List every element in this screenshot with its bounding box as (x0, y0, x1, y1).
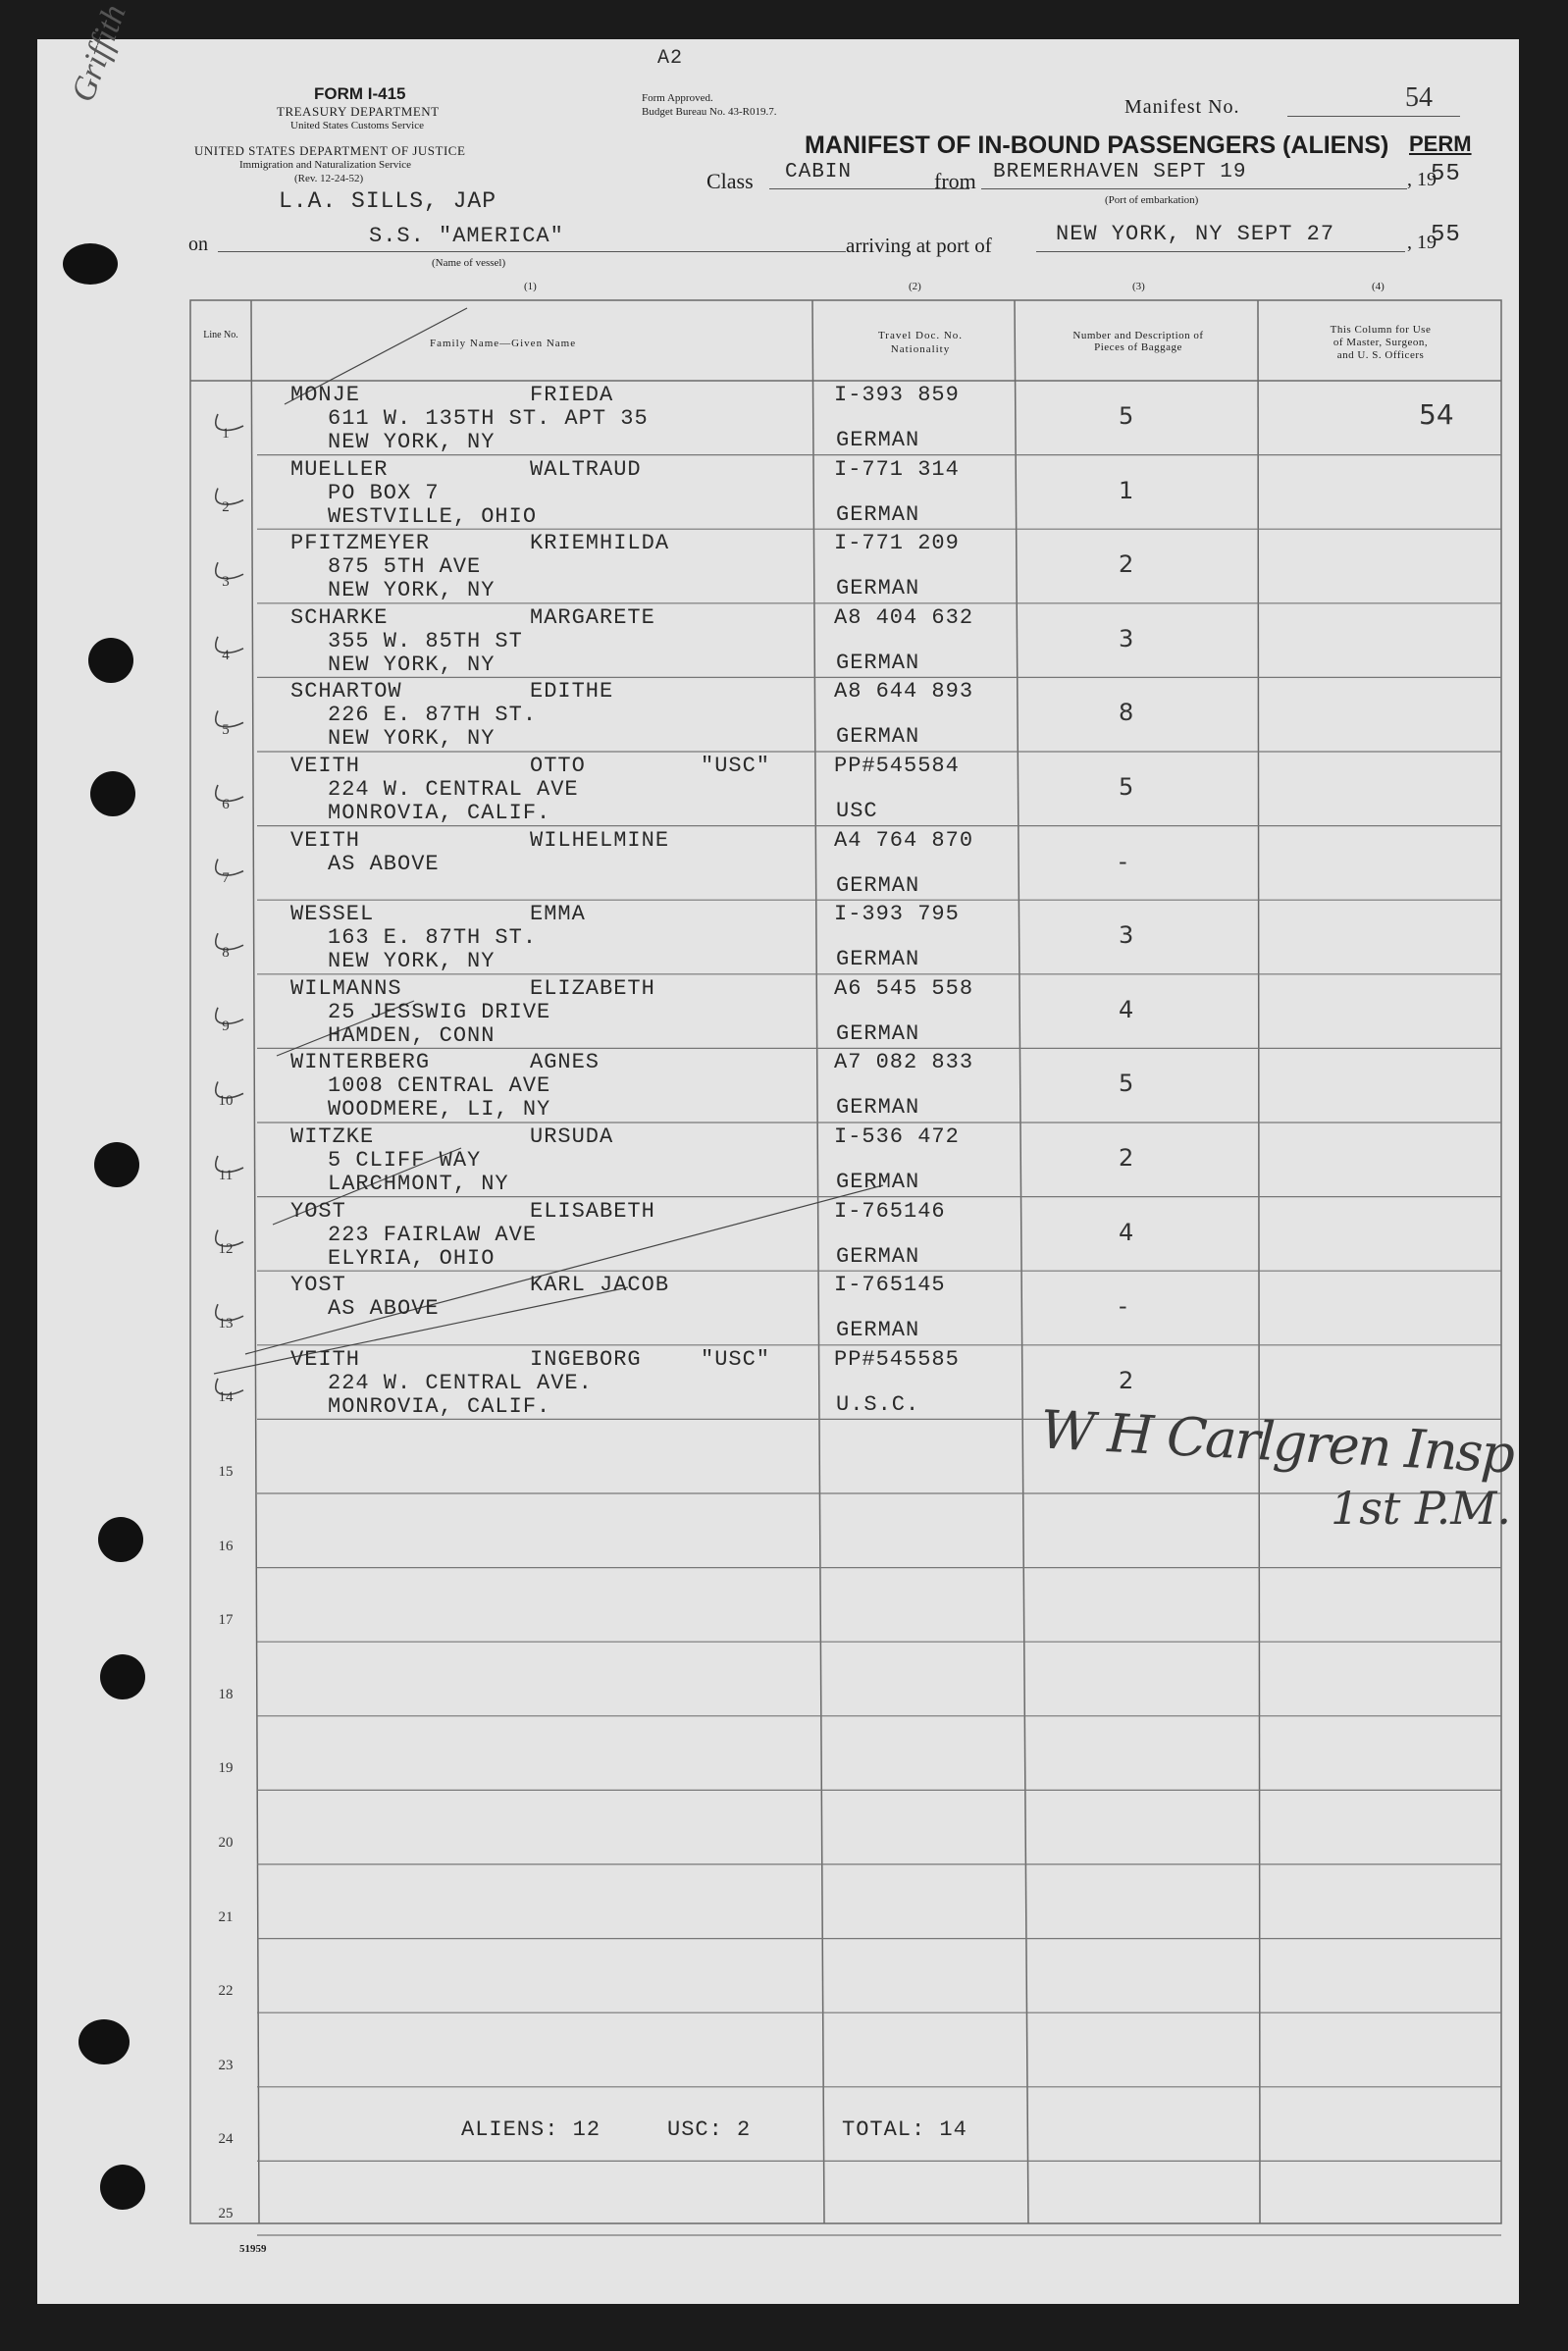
nationality: GERMAN (836, 1095, 920, 1121)
passenger-family-name: MONJE (290, 383, 361, 407)
line-number: 3 (222, 573, 230, 590)
travel-doc-number: I-771 314 (834, 456, 960, 482)
sheet-tag: A2 (657, 47, 684, 70)
passenger-address-1: 355 W. 85TH ST (328, 628, 523, 653)
passenger-family-name: VEITH (290, 827, 361, 853)
year-prefix: , 19 (1407, 169, 1437, 190)
travel-doc-number: I-765146 (834, 1198, 946, 1224)
line-number: 7 (222, 870, 230, 887)
passenger-given-name: WALTRAUD (530, 456, 642, 482)
baggage-count: 3 (1119, 624, 1134, 653)
agent-name: L.A. SILLS, JAP (279, 188, 497, 214)
passenger-given-name: ELIZABETH (530, 975, 655, 1001)
usc-note: "USC" (701, 754, 771, 778)
treasury-dept: TREASURY DEPARTMENT (277, 104, 440, 119)
passenger-address-2: NEW YORK, NY (328, 949, 496, 974)
line-number: 2 (222, 499, 230, 516)
line-number: 18 (218, 1686, 234, 1702)
passenger-address-1: 224 W. CENTRAL AVE (328, 777, 579, 802)
line-number: 1 (222, 425, 230, 442)
form-approved: Form Approved. (642, 92, 713, 104)
vessel-caption: (Name of vessel) (432, 257, 506, 269)
passenger-address-1: 163 E. 87TH ST. (328, 925, 538, 951)
header-officers-3: and U. S. Officers (1336, 349, 1425, 361)
passenger-address-2: WESTVILLE, OHIO (328, 503, 538, 529)
travel-doc-number: I-393 795 (834, 902, 960, 927)
travel-doc-number: A7 082 833 (834, 1050, 974, 1075)
travel-doc-number: I-765145 (834, 1273, 946, 1298)
passenger-address-1: 1008 CENTRAL AVE (328, 1073, 551, 1099)
travel-doc-number: I-536 472 (834, 1124, 960, 1149)
col-number-3: (3) (1132, 281, 1145, 292)
passenger-given-name: WILHELMINE (530, 827, 670, 853)
passenger-address-1: AS ABOVE (328, 1296, 440, 1322)
passenger-address-1: 875 5TH AVE (328, 554, 482, 580)
year-embark: 55 (1431, 161, 1461, 187)
col-number-4: (4) (1372, 281, 1385, 292)
line-number: 5 (222, 722, 230, 738)
col-number-1: (1) (524, 281, 537, 292)
nationality: GERMAN (836, 650, 920, 675)
from-label: from (934, 169, 976, 193)
line-number: 13 (218, 1315, 234, 1332)
passenger-family-name: YOST (290, 1273, 346, 1298)
baggage-count: 2 (1119, 1144, 1134, 1172)
baggage-count: 3 (1119, 921, 1134, 950)
arriving-label: arriving at port of (846, 234, 992, 257)
line-number: 20 (218, 1835, 234, 1851)
baggage-count: 8 (1119, 699, 1134, 727)
passenger-given-name: ELISABETH (530, 1198, 655, 1224)
total-aliens: ALIENS: 12 (461, 2117, 601, 2142)
nationality: U.S.C. (836, 1391, 920, 1417)
passenger-address-1: 226 E. 87TH ST. (328, 703, 538, 728)
header-line-no: Line No. (203, 330, 238, 340)
nationality: GERMAN (836, 428, 920, 452)
total-all: TOTAL: 14 (842, 2117, 967, 2142)
passenger-given-name: KARL JACOB (530, 1273, 670, 1298)
passenger-address-2: NEW YORK, NY (328, 652, 496, 677)
passenger-address-1: PO BOX 7 (328, 480, 440, 505)
passenger-address-2: WOODMERE, LI, NY (328, 1097, 551, 1123)
baggage-count: 5 (1119, 773, 1134, 801)
line-number: 24 (218, 2131, 234, 2148)
travel-doc-number: PP#545584 (834, 754, 960, 778)
year-arrival: 55 (1431, 222, 1461, 248)
line-number: 19 (218, 1760, 234, 1777)
footer-code: 51959 (239, 2243, 267, 2255)
baggage-count: - (1119, 1292, 1127, 1321)
inspector-signature: W H Carlgren Insp (1038, 1398, 1515, 1486)
perm-mark: PERM (1409, 131, 1472, 156)
nationality: GERMAN (836, 724, 920, 750)
nationality: GERMAN (836, 1243, 920, 1269)
header-officers: This Column for Use (1330, 324, 1432, 336)
travel-doc-number: A4 764 870 (834, 827, 974, 853)
manifest-number: 54 (1405, 82, 1433, 113)
baggage-count: 4 (1119, 995, 1134, 1023)
total-usc: USC: 2 (667, 2117, 752, 2142)
passenger-address-1: AS ABOVE (328, 851, 440, 876)
passenger-address-2: NEW YORK, NY (328, 578, 496, 603)
embarkation: BREMERHAVEN SEPT 19 (993, 161, 1247, 183)
passenger-family-name: WILMANNS (290, 975, 402, 1001)
passenger-address-2: NEW YORK, NY (328, 430, 496, 454)
passenger-address-1: 25 JESSWIG DRIVE (328, 999, 551, 1024)
line-number: 4 (222, 648, 230, 664)
passenger-family-name: PFITZMEYER (290, 531, 431, 556)
vessel-name: S.S. "AMERICA" (369, 224, 564, 248)
baggage-count: 2 (1119, 550, 1134, 579)
baggage-count: 2 (1119, 1366, 1134, 1394)
passenger-given-name: KRIEMHILDA (530, 531, 670, 556)
line-number: 21 (218, 1908, 234, 1925)
usc-note: "USC" (701, 1346, 771, 1372)
budget-number: Budget Bureau No. 43-R019.7. (642, 106, 777, 118)
header-doc: Travel Doc. No. (877, 330, 964, 341)
year-prefix: , 19 (1407, 232, 1437, 253)
passenger-given-name: INGEBORG (530, 1346, 642, 1372)
header-name: Family Name—Given Name (430, 338, 577, 349)
form-number: FORM I-415 (314, 84, 406, 103)
line-number: 14 (218, 1389, 234, 1406)
baggage-count: 5 (1119, 1070, 1134, 1098)
officer-note: 54 (1419, 398, 1454, 431)
line-number: 17 (218, 1612, 234, 1629)
travel-doc-number: PP#545585 (834, 1346, 960, 1372)
line-number: 11 (218, 1167, 234, 1183)
line-number: 22 (218, 1983, 234, 2000)
baggage-count: - (1119, 847, 1127, 875)
line-number: 6 (222, 796, 230, 812)
margin-note: Griffith (65, 0, 133, 107)
passenger-address-2: ELYRIA, OHIO (328, 1245, 496, 1271)
col-number-2: (2) (909, 281, 921, 292)
nationality: GERMAN (836, 501, 920, 527)
justice-dept: UNITED STATES DEPARTMENT OF JUSTICE (194, 143, 466, 158)
form-title: MANIFEST OF IN-BOUND PASSENGERS (ALIENS) (805, 131, 1389, 159)
travel-doc-number: A8 644 893 (834, 679, 974, 705)
travel-doc-number: A8 404 632 (834, 604, 974, 630)
customs-service: United States Customs Service (290, 120, 424, 131)
passenger-family-name: WESSEL (290, 902, 375, 927)
nationality: USC (836, 799, 878, 823)
nationality: GERMAN (836, 947, 920, 972)
passenger-given-name: URSUDA (530, 1124, 614, 1149)
passenger-address-1: 224 W. CENTRAL AVE. (328, 1370, 593, 1395)
passenger-address-2: MONROVIA, CALIF. (328, 1393, 551, 1419)
line-number: 12 (218, 1241, 234, 1258)
passenger-given-name: AGNES (530, 1050, 601, 1075)
passenger-address-1: 611 W. 135TH ST. APT 35 (328, 406, 649, 431)
revision: (Rev. 12-24-52) (294, 173, 364, 184)
passenger-address-2: HAMDEN, CONN (328, 1022, 496, 1048)
line-number: 25 (218, 2206, 234, 2221)
passenger-address-1: 223 FAIRLAW AVE (328, 1222, 538, 1247)
travel-doc-number: A6 545 558 (834, 975, 974, 1001)
passenger-given-name: FRIEDA (530, 383, 614, 407)
nationality: GERMAN (836, 1170, 920, 1194)
line-number: 8 (222, 944, 230, 961)
class-value: CABIN (785, 161, 853, 183)
travel-doc-number: I-771 209 (834, 531, 960, 556)
passenger-address-2: MONROVIA, CALIF. (328, 801, 551, 825)
port-caption: (Port of embarkation) (1105, 194, 1199, 206)
line-number: 16 (218, 1538, 234, 1554)
passenger-family-name: VEITH (290, 1346, 361, 1372)
line-number: 23 (218, 2057, 234, 2073)
header-officers-2: of Master, Surgeon, (1333, 337, 1429, 348)
passenger-family-name: WITZKE (290, 1124, 375, 1149)
nationality: GERMAN (836, 872, 920, 898)
header-nationality: Nationality (890, 343, 951, 355)
passenger-family-name: VEITH (290, 754, 361, 778)
passenger-family-name: WINTERBERG (290, 1050, 431, 1075)
baggage-count: 4 (1119, 1218, 1134, 1246)
passenger-given-name: EMMA (530, 902, 586, 927)
manifest-label: Manifest No. (1124, 96, 1240, 118)
passenger-given-name: EDITHE (530, 679, 614, 705)
on-label: on (188, 234, 208, 255)
nationality: GERMAN (836, 1318, 920, 1343)
header-baggage-2: Pieces of Baggage (1094, 341, 1182, 353)
passenger-family-name: YOST (290, 1198, 346, 1224)
signature-note: 1st P.M. (1331, 1482, 1511, 1535)
nationality: GERMAN (836, 576, 920, 601)
passenger-given-name: MARGARETE (530, 604, 655, 630)
nationality: GERMAN (836, 1020, 920, 1046)
travel-doc-number: I-393 859 (834, 383, 960, 407)
arrival-port: NEW YORK, NY SEPT 27 (1056, 222, 1335, 246)
ins-service: Immigration and Naturalization Service (239, 159, 412, 171)
passenger-family-name: SCHARTOW (290, 679, 402, 705)
class-label: Class (706, 169, 754, 193)
passenger-family-name: MUELLER (290, 456, 389, 482)
line-number: 15 (218, 1464, 234, 1480)
passenger-address-1: 5 CLIFF WAY (328, 1148, 482, 1173)
passenger-given-name: OTTO (530, 754, 586, 778)
passenger-address-2: LARCHMONT, NY (328, 1172, 509, 1196)
passenger-family-name: SCHARKE (290, 604, 389, 630)
line-number: 10 (218, 1093, 234, 1109)
baggage-count: 5 (1119, 402, 1134, 430)
header-baggage: Number and Description of (1072, 330, 1204, 341)
line-number: 9 (222, 1019, 230, 1035)
baggage-count: 1 (1119, 476, 1134, 504)
passenger-address-2: NEW YORK, NY (328, 726, 496, 752)
